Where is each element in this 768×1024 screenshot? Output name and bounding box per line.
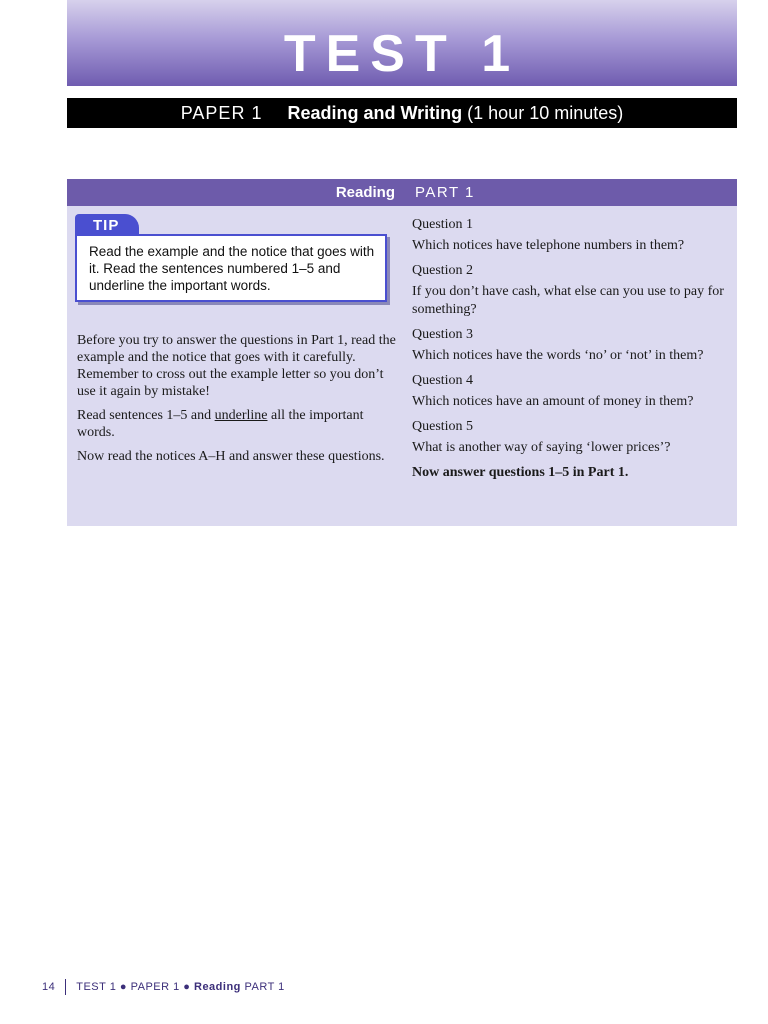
question-label: Question 2 xyxy=(412,263,474,278)
instruction-para-3: Now read the notices A–H and answer these questions. xyxy=(77,449,385,464)
panel-header xyxy=(67,179,737,206)
underline-word: underline xyxy=(214,408,268,423)
instruction-para-1: Before you try to answer the questions in Part 1, read the example and the notice that goes with it carefully. Remember to cross out the example letter so you don’t use it again by mistake! xyxy=(77,333,396,399)
question-item xyxy=(412,418,730,457)
tip-text: Read the example and the notice that goes with it. Read the sentences numbered 1–5 and underline the important words. xyxy=(89,244,375,293)
question-text: If you don’t have cash, what else can you use to pay for something? xyxy=(412,284,724,317)
test-banner xyxy=(67,0,737,86)
test-title: TEST 1 xyxy=(283,25,521,83)
tip-box xyxy=(75,234,387,302)
tip-tab: TIP xyxy=(75,214,139,236)
footer-section: Reading xyxy=(194,981,241,993)
question-label: Question 1 xyxy=(412,217,474,232)
instruction-para-2: Read sentences 1–5 and underline all the important words. xyxy=(77,408,364,440)
footer-part: PART 1 xyxy=(240,981,285,993)
question-label: Question 4 xyxy=(412,373,474,388)
question-text: Which notices have an amount of money in them? xyxy=(412,394,694,409)
question-item xyxy=(412,262,730,319)
question-item xyxy=(412,216,730,255)
paper-bar xyxy=(67,98,737,128)
paper-subject: Reading and Writing xyxy=(287,103,463,123)
section-name: Reading xyxy=(335,184,395,201)
questions-list xyxy=(412,216,730,496)
part-name: PART 1 xyxy=(415,184,475,201)
paper-label: PAPER 1 xyxy=(180,103,263,123)
page-footer xyxy=(42,979,285,995)
page-number: 14 xyxy=(42,979,66,995)
question-text: Which notices have the words ‘no’ or ‘not’ in them? xyxy=(412,348,704,363)
question-label: Question 3 xyxy=(412,327,474,342)
question-text: What is another way of saying ‘lower prices’? xyxy=(412,440,671,455)
question-text: Which notices have telephone numbers in them? xyxy=(412,238,685,253)
question-label: Question 5 xyxy=(412,419,474,434)
paper-duration: (1 hour 10 minutes) xyxy=(467,103,624,123)
question-item xyxy=(412,372,730,411)
final-instruction: Now answer questions 1–5 in Part 1. xyxy=(412,465,629,480)
question-item xyxy=(412,326,730,365)
instructions xyxy=(77,332,397,472)
footer-prefix: TEST 1 ● PAPER 1 ● xyxy=(76,981,194,993)
